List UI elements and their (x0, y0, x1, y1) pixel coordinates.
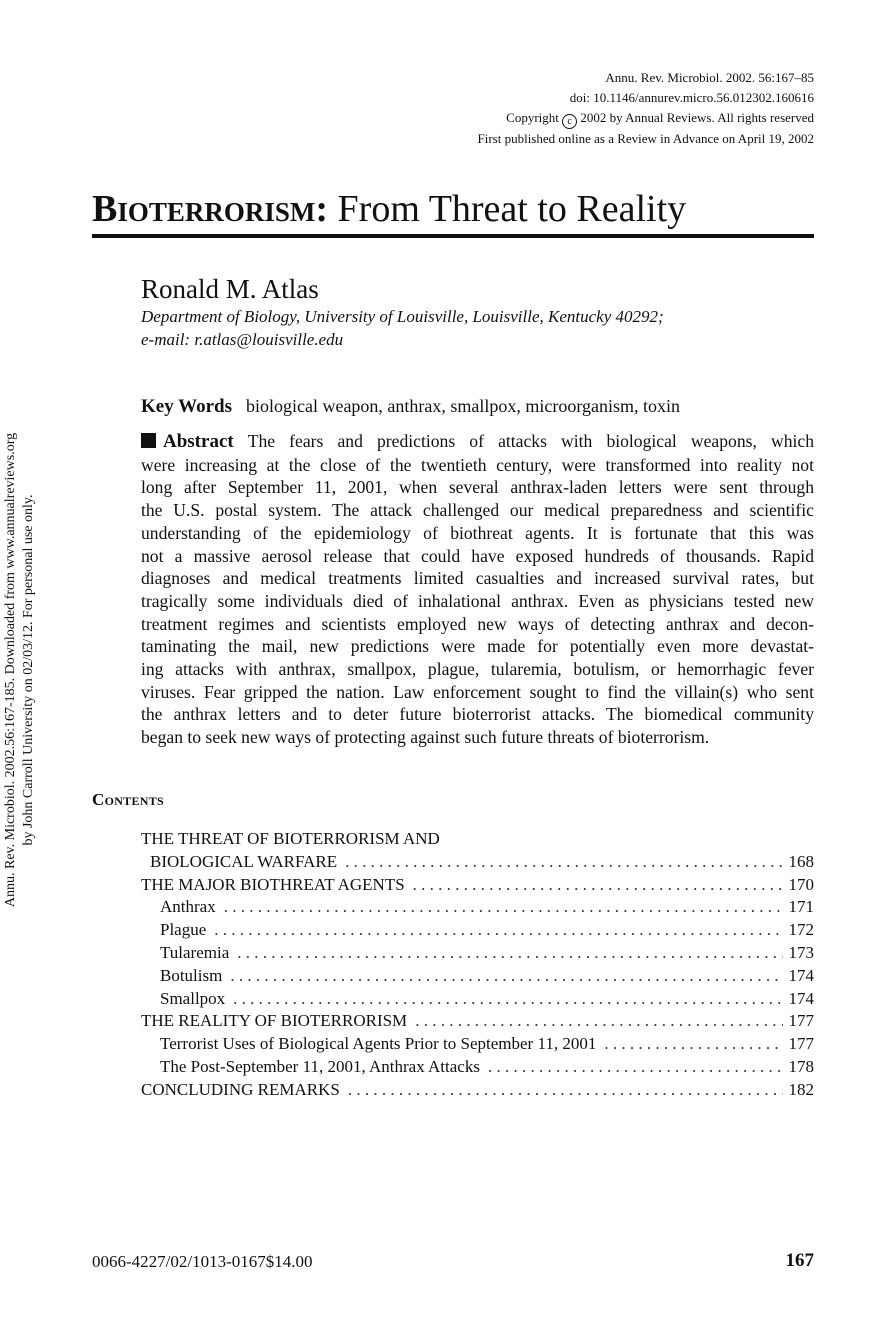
abstract-line: understanding of the epidemiology of biothreat agents. It is fortunate that this was (141, 522, 814, 543)
abstract-line: began to seek new ways of protecting against such future threats of bioterrorism. (141, 727, 710, 748)
toc-entry[interactable] (141, 965, 814, 988)
copyright-suffix: 2002 by Annual Reviews. All rights reserved (580, 110, 814, 125)
toc-leader-dots (237, 942, 782, 965)
toc-leader-dots (415, 1010, 782, 1033)
toc-entry-page: 171 (788, 897, 814, 917)
keywords-text: biological weapon, anthrax, smallpox, microorganism, toxin (245, 396, 681, 416)
toc-entry[interactable] (141, 1010, 814, 1033)
toc-leader-dots (233, 988, 782, 1011)
toc-entry-title: Anthrax (160, 897, 216, 917)
email-line: e-mail: r.atlas@louisville.edu (141, 330, 344, 349)
abstract-line: the anthrax letters and to deter future bioterrorist attacks. The biomedical community (141, 704, 814, 725)
abstract-line: diagnoses and medical treatments limited casualties and increased survival rates, but (141, 568, 814, 589)
toc-entry-title: Smallpox (160, 988, 226, 1008)
abstract-line: treatment regimes and scientists employed new ways of detecting anthrax and decon- (141, 613, 814, 634)
toc-leader-dots (604, 1033, 782, 1056)
copyright-prefix: Copyright (506, 110, 559, 125)
contents-heading: Contents (92, 790, 165, 809)
toc-entry-page: 172 (788, 920, 814, 940)
toc-entry-title: THE THREAT OF BIOTERRORISM AND (141, 829, 440, 848)
abstract-label: Abstract (163, 431, 234, 452)
toc-leader-dots (345, 851, 782, 874)
toc-entry-title: Terrorist Uses of Biological Agents Prior to September 11, 2001 (160, 1034, 597, 1054)
copyright-line (477, 108, 814, 129)
toc-entry[interactable] (141, 851, 814, 874)
toc-entry-title: Botulism (160, 965, 223, 985)
author-name: Ronald M. Atlas (141, 274, 319, 304)
citation: Annu. Rev. Microbiol. 2002. 56:167–85 (605, 70, 814, 85)
toc-entry-page: 174 (788, 965, 814, 985)
toc-entry-title: THE REALITY OF BIOTERRORISM (141, 1011, 408, 1031)
toc-entry[interactable] (141, 1056, 814, 1079)
toc-entry[interactable] (141, 942, 814, 965)
toc-leader-dots (230, 965, 782, 988)
footer-code: 0066-4227/02/1013-0167$14.00 (92, 1252, 313, 1271)
title-main: Bioterrorism: (92, 188, 329, 230)
abstract-line: long after September 11, 2001, when several anthrax-laden letters were sent through (141, 477, 814, 498)
toc-leader-dots (413, 874, 783, 897)
abstract-line: the U.S. postal system. The attack challenged our medical preparedness and scientific (141, 500, 814, 521)
published-date: First published online as a Review in Advance on April 19, 2002 (477, 131, 814, 146)
toc-entry-page: 182 (788, 1079, 814, 1099)
toc-leader-dots (224, 896, 783, 919)
author-affiliation (141, 305, 664, 351)
toc-entry-page: 177 (788, 1034, 814, 1054)
toc-leader-dots (488, 1056, 783, 1079)
toc-entry[interactable] (141, 1033, 814, 1056)
table-of-contents (141, 828, 814, 1102)
toc-entry[interactable] (141, 896, 814, 919)
toc-entry-title: Plague (160, 920, 207, 940)
abstract-line: Abstract The fears and predictions of attacks with biological weapons, which (141, 430, 814, 454)
journal-info (477, 68, 814, 149)
square-bullet-icon (141, 433, 156, 448)
toc-entry-page: 174 (788, 988, 814, 1008)
toc-entry-page: 178 (788, 1056, 814, 1076)
watermark-line: by John Carroll University on 02/03/12. For personal use only. (21, 494, 36, 846)
article-title (92, 186, 814, 232)
abstract (141, 430, 814, 749)
watermark-line: Annu. Rev. Microbiol. 2002.56:167-185. Downloaded from www.annualreviews.org (3, 432, 18, 908)
toc-entry-title: CONCLUDING REMARKS (141, 1079, 340, 1099)
toc-entry[interactable] (141, 919, 814, 942)
title-sub: From Threat to Reality (328, 188, 687, 230)
toc-entry-page: 168 (788, 851, 814, 871)
toc-entry-page: 173 (788, 942, 814, 962)
abstract-line: were increasing at the close of the twentieth century, were transformed into reality not (141, 454, 814, 475)
download-watermark (2, 370, 42, 970)
title-rule (92, 234, 814, 238)
toc-entry-title: The Post-September 11, 2001, Anthrax Attacks (160, 1056, 480, 1076)
toc-entry[interactable] (141, 874, 814, 897)
abstract-line: ing attacks with anthrax, smallpox, plague, tularemia, botulism, or hemorrhagic fever (141, 659, 814, 680)
keywords-label: Key Words (141, 396, 232, 417)
toc-leader-dots (348, 1079, 783, 1102)
abstract-line: viruses. Fear gripped the nation. Law enforcement sought to find the villain(s) who sent (141, 681, 814, 702)
toc-entry-page: 177 (788, 1011, 814, 1031)
toc-entry-title: THE MAJOR BIOTHREAT AGENTS (141, 874, 405, 894)
doi: doi: 10.1146/annurev.micro.56.012302.160616 (569, 90, 814, 105)
toc-entry-title: BIOLOGICAL WARFARE (150, 851, 338, 871)
page-number: 167 (785, 1250, 814, 1271)
toc-entry[interactable] (141, 988, 814, 1011)
abstract-line: taminating the mail, new predictions were made for potentially even more devastat- (141, 636, 814, 657)
copyright-symbol: c (562, 114, 577, 129)
abstract-line: tragically some individuals died of inhalational anthrax. Even as physicians tested new (141, 590, 814, 611)
toc-entry[interactable] (141, 828, 814, 851)
toc-entry-title: Tularemia (160, 942, 230, 962)
toc-entry-page: 170 (788, 874, 814, 894)
affiliation-line: Department of Biology, University of Louisville, Louisville, Kentucky 40292; (141, 307, 664, 326)
toc-leader-dots (214, 919, 782, 942)
toc-entry[interactable] (141, 1079, 814, 1102)
abstract-line: not a massive aerosol release that could have exposed hundreds of thousands. Rapid (141, 545, 814, 566)
keywords (141, 394, 821, 419)
